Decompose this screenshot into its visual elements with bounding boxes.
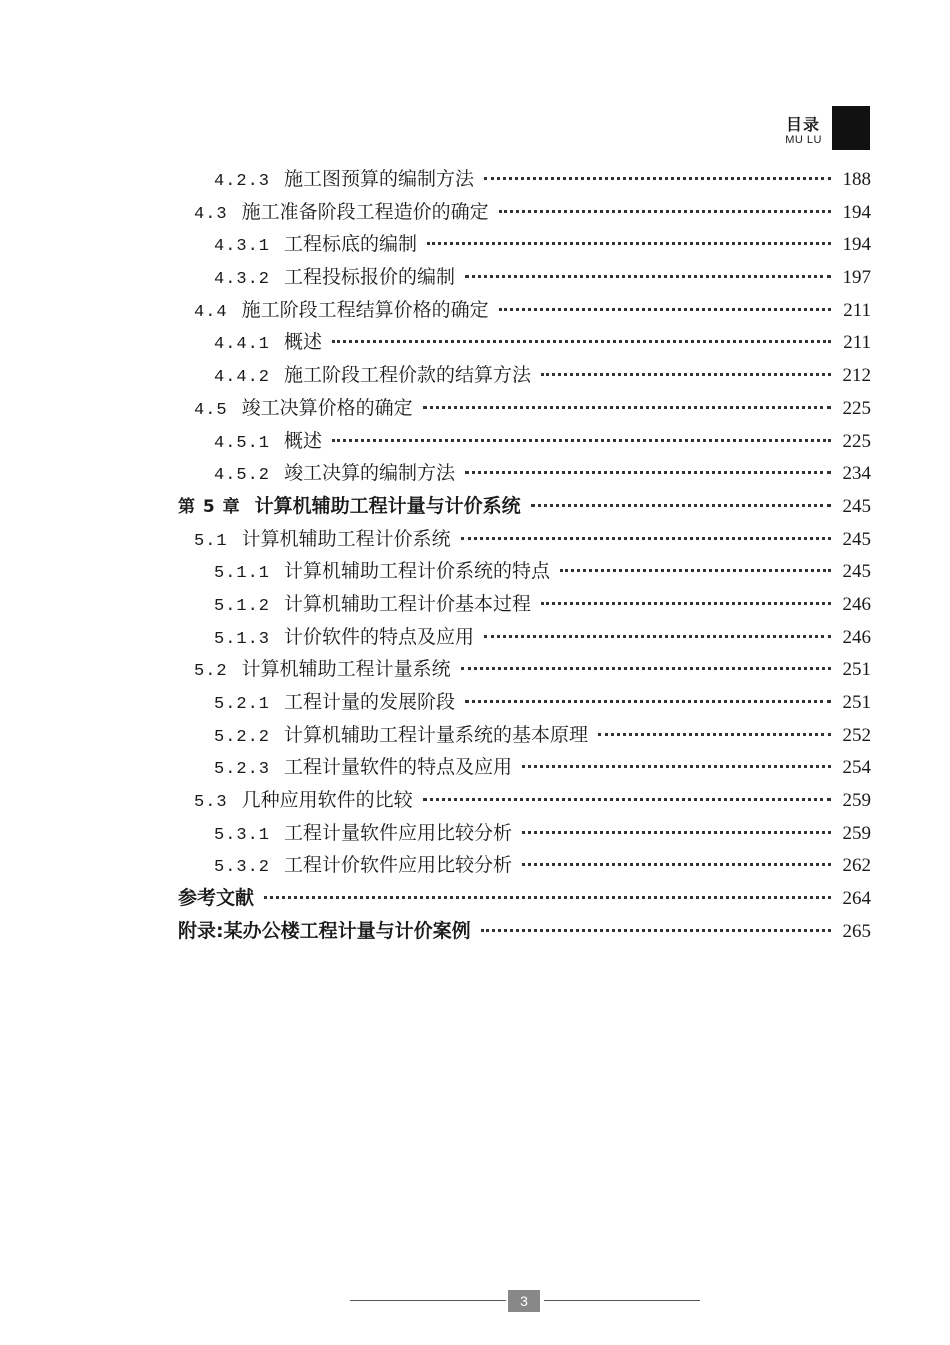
header-title: 目录 <box>785 115 820 134</box>
toc-entry-title: 施工阶段工程价款的结算方法 <box>284 364 532 387</box>
toc-entry-number: 4.5.2 <box>214 466 271 486</box>
toc-entry-number: 5.1.2 <box>214 596 271 616</box>
toc-leader-dots <box>461 667 831 670</box>
toc-entry-number: 4.4.1 <box>214 335 271 355</box>
toc-entry <box>178 426 871 459</box>
toc-leader-dots <box>332 340 831 343</box>
toc-entry-page: 246 <box>842 626 871 648</box>
toc-entry-page: 246 <box>842 593 871 615</box>
toc-entry <box>178 393 871 426</box>
toc-entry <box>178 589 871 622</box>
toc-entry-number: 4.3 <box>194 204 228 224</box>
toc-leader-dots <box>560 569 831 572</box>
toc-entry <box>178 818 871 851</box>
toc-entry-title: 工程计量软件的特点及应用 <box>284 756 513 779</box>
toc-leader-dots <box>522 831 831 834</box>
toc-leader-dots <box>499 210 831 213</box>
toc-entry-number: 5.2.3 <box>214 760 271 780</box>
toc-entry-page: 264 <box>842 888 871 910</box>
toc-entry <box>178 883 871 916</box>
toc-entry-title: 参考文献 <box>178 887 255 910</box>
toc-leader-dots <box>423 798 831 801</box>
toc-entry-number: 5.1.1 <box>214 564 271 584</box>
toc-entry-page: 265 <box>842 920 871 942</box>
toc-entry <box>178 654 871 687</box>
toc-leader-dots <box>427 242 831 245</box>
toc-entry-page: 197 <box>842 267 871 289</box>
toc-entry-title: 工程标底的编制 <box>284 233 418 256</box>
toc-entry-title: 工程计价软件应用比较分析 <box>284 854 513 877</box>
toc-entry-page: 212 <box>842 365 871 387</box>
toc-entry-title: 计算机辅助工程计量与计价系统 <box>254 494 521 517</box>
toc-leader-dots <box>264 896 831 899</box>
toc-entry-number: 5.2.1 <box>214 695 271 714</box>
toc-leader-dots <box>484 177 831 180</box>
toc-entry-title: 概述 <box>284 429 323 452</box>
footer-rule-right <box>544 1300 700 1301</box>
toc-entry <box>178 720 871 753</box>
toc-entry-number: 5.1.3 <box>214 629 271 649</box>
toc-entry-title: 工程投标报价的编制 <box>284 266 456 289</box>
toc-entry-number: 5.3 <box>194 793 228 813</box>
toc-entry-title: 竣工决算价格的确定 <box>241 396 413 419</box>
toc-entry <box>178 622 871 655</box>
toc-entry <box>178 229 871 262</box>
toc-entry-number: 4.5.1 <box>214 433 271 453</box>
toc-leader-dots <box>598 733 831 736</box>
toc-entry <box>178 556 871 589</box>
toc-entry-page: 211 <box>843 299 871 321</box>
toc-leader-dots <box>522 765 831 768</box>
toc-entry-number: 4.4.2 <box>214 368 271 388</box>
toc-entry-number: 5.2 <box>194 662 228 682</box>
toc-entry <box>178 327 871 360</box>
toc-entry-title: 施工准备阶段工程造价的确定 <box>241 200 489 223</box>
toc-entry-number: 5.2.2 <box>214 727 271 747</box>
toc-leader-dots <box>531 504 831 507</box>
toc-leader-dots <box>481 929 831 932</box>
toc-entry-title: 计算机辅助工程计价系统的特点 <box>284 560 551 583</box>
toc-entry-page: 262 <box>842 855 871 877</box>
toc-entry-title: 施工图预算的编制方法 <box>284 168 475 190</box>
header-black-tab <box>832 106 870 150</box>
toc-entry-title: 概述 <box>284 331 323 354</box>
toc-entry-title: 附录:某办公楼工程计量与计价案例 <box>178 919 471 942</box>
toc-entry-page: 245 <box>842 561 871 583</box>
toc-entry-title: 计算机辅助工程计量系统的基本原理 <box>284 723 589 746</box>
toc-leader-dots <box>541 373 831 376</box>
toc-entry-number: 4.2.3 <box>214 172 271 191</box>
toc-entry <box>178 752 871 785</box>
toc-entry-page: 211 <box>843 332 871 354</box>
toc-entry-number: 4.5 <box>194 400 228 420</box>
toc-entry <box>178 916 871 949</box>
toc-entry-page: 254 <box>842 757 871 779</box>
toc-leader-dots <box>465 275 831 278</box>
toc-entry <box>178 687 871 720</box>
toc-entry-page: 251 <box>842 692 871 713</box>
toc-entry-title: 几种应用软件的比较 <box>241 789 413 812</box>
toc-entry-page: 234 <box>842 463 871 485</box>
toc-leader-dots <box>332 439 831 442</box>
toc-entry <box>178 360 871 393</box>
toc-leader-dots <box>541 602 831 605</box>
toc-leader-dots <box>465 471 831 474</box>
header-subtitle: MU LU <box>785 134 822 146</box>
toc-leader-dots <box>465 700 831 703</box>
toc-entry-title: 竣工决算的编制方法 <box>284 462 456 485</box>
toc-entry-title: 工程计量软件应用比较分析 <box>284 821 513 844</box>
toc-entry-page: 194 <box>842 234 871 256</box>
toc-entry-title: 工程计量的发展阶段 <box>284 691 456 713</box>
toc-entry-title: 计算机辅助工程计价系统 <box>241 527 451 550</box>
toc-entry <box>178 785 871 818</box>
page-number: 3 <box>508 1290 540 1312</box>
toc-entry-page: 259 <box>842 822 871 844</box>
toc-entry <box>178 524 871 557</box>
toc-entry-page: 188 <box>842 169 871 190</box>
toc-entry <box>178 262 871 295</box>
toc-entry <box>178 197 871 230</box>
toc-entry-page: 225 <box>842 397 871 419</box>
toc-leader-dots <box>522 863 831 866</box>
toc-entry-page: 245 <box>842 528 871 550</box>
toc-entry-title: 施工阶段工程结算价格的确定 <box>241 298 489 321</box>
toc-entry-page: 259 <box>842 790 871 812</box>
toc-entry-page: 252 <box>842 724 871 746</box>
toc-leader-dots <box>499 308 831 311</box>
toc-leader-dots <box>461 537 831 540</box>
page-footer <box>350 1290 700 1312</box>
toc-entry <box>178 491 871 524</box>
toc-entry-number: 5.3.1 <box>214 825 271 845</box>
toc-entry-number: 4.3.2 <box>214 270 271 290</box>
section-header <box>760 106 870 152</box>
toc-entry-number: 4.3.1 <box>214 237 271 257</box>
toc-entry-number: 5.1 <box>194 531 228 551</box>
toc-entry-title: 计算机辅助工程计价基本过程 <box>284 592 532 615</box>
toc-entry-page: 225 <box>842 430 871 452</box>
toc-entry-number: 第 5 章 <box>178 496 241 517</box>
toc-entry-page: 194 <box>842 201 871 223</box>
toc-entry <box>178 295 871 328</box>
toc-leader-dots <box>423 406 831 409</box>
toc-entry <box>178 850 871 883</box>
footer-rule-left <box>350 1300 506 1301</box>
toc-entry-page: 251 <box>842 659 871 681</box>
toc-entry-title: 计价软件的特点及应用 <box>284 625 475 648</box>
toc-entry <box>178 164 871 197</box>
toc-entry-page: 245 <box>842 495 871 517</box>
toc-leader-dots <box>484 635 831 638</box>
table-of-contents <box>178 164 871 949</box>
toc-entry <box>178 458 871 491</box>
toc-entry-number: 5.3.2 <box>214 858 271 878</box>
toc-entry-number: 4.4 <box>194 302 228 322</box>
toc-entry-title: 计算机辅助工程计量系统 <box>241 658 451 681</box>
